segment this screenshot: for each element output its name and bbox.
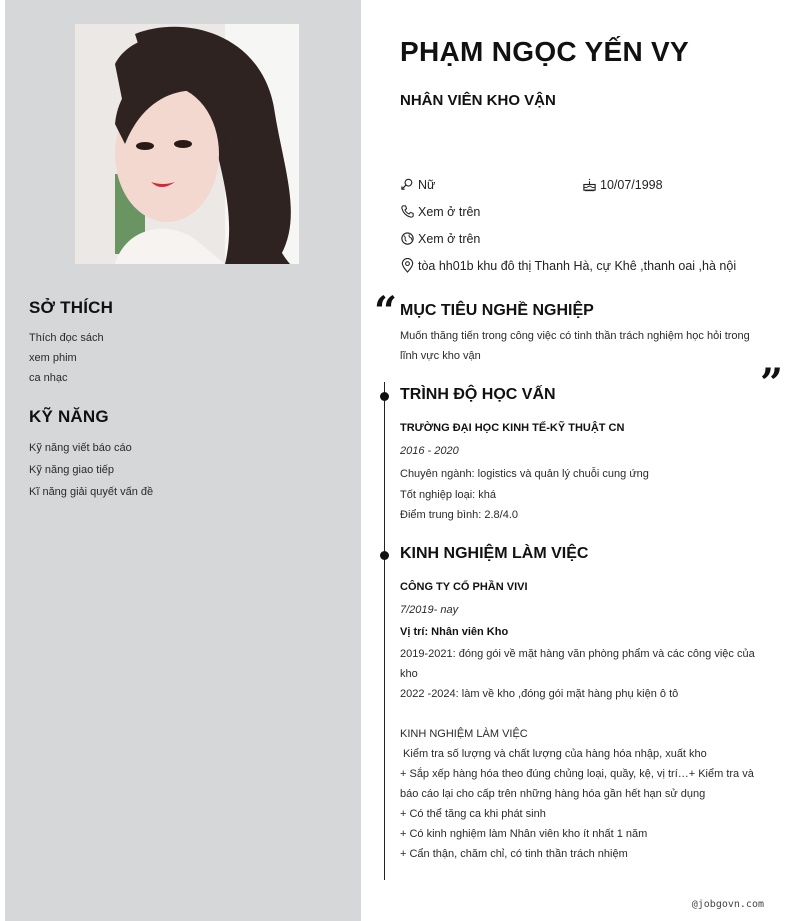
experience-subheading: KINH NGHIỆM LÀM VIỆC <box>400 728 528 740</box>
phone-icon <box>400 204 415 219</box>
hobby-item: ca nhạc <box>29 372 68 384</box>
birthday-value: 10/07/1998 <box>600 177 663 192</box>
website-value: Xem ở trên <box>418 231 481 246</box>
full-name: PHẠM NGỌC YẾN VY <box>400 36 689 67</box>
location-pin-icon <box>400 258 415 273</box>
globe-icon <box>400 231 415 246</box>
experience-period: 7/2019- nay <box>400 604 459 616</box>
duty-item: + Có kinh nghiệm làm Nhân viên kho ít nhất 1 năm <box>400 828 648 840</box>
timeline-dot <box>380 392 389 401</box>
website-info <box>400 231 480 246</box>
experience-line: 2022 -2024: làm về kho ,đóng gói mặt hàng phụ kiện ô tô <box>400 688 679 700</box>
experience-position: Vị trí: Nhân viên Kho <box>400 626 509 638</box>
duty-item: + Sắp xếp hàng hóa theo đúng chủng loại, quầy, kệ, vị trí…+ Kiểm tra và báo cáo lại cho cấp trên những hàng hóa gần hết hạn sử dụng <box>400 768 754 800</box>
birthday-info <box>582 177 663 192</box>
hobbies-title: SỞ THÍCH <box>29 298 114 317</box>
duty-item: + Cẩn thận, chăm chỉ, có tinh thần trách nhiệm <box>400 848 628 860</box>
timeline-dot <box>380 551 389 560</box>
duty-item: + Có thể tăng ca khi phát sinh <box>400 808 546 820</box>
open-quote-icon: “ <box>374 288 398 335</box>
education-title: TRÌNH ĐỘ HỌC VẤN <box>400 386 556 403</box>
portrait-photo-icon <box>75 24 299 264</box>
close-quote-icon: ” <box>760 360 784 407</box>
skills-section <box>29 407 339 503</box>
education-major: Chuyên ngành: logistics và quản lý chuỗi cung ứng <box>400 468 649 480</box>
experience-line: 2019-2021: đóng gói về mặt hàng văn phòng phẩm và các công việc của kho <box>400 648 755 680</box>
sidebar <box>5 0 361 921</box>
watermark: @jobgovn.com <box>691 899 764 910</box>
skills-title: KỸ NĂNG <box>29 407 109 426</box>
hobby-item: xem phim <box>29 352 77 364</box>
timeline-line <box>384 382 385 880</box>
hobby-item: Thích đọc sách <box>29 332 104 344</box>
objective-title: MỤC TIÊU NGHỀ NGHIỆP <box>400 302 594 319</box>
address-info <box>400 258 736 273</box>
company-name: CÔNG TY CỔ PHẦN VIVI <box>400 581 528 593</box>
hobbies-section <box>29 298 339 388</box>
phone-info <box>400 204 480 219</box>
profile-photo <box>75 24 299 264</box>
gender-icon <box>400 177 415 192</box>
education-period: 2016 - 2020 <box>400 445 459 457</box>
address-value: tòa hh01b khu đô thị Thanh Hà, cự Khê ,thanh oai ,hà nội <box>418 258 737 273</box>
gender-info <box>400 177 435 192</box>
education-gpa: Điểm trung bình: 2.8/4.0 <box>400 509 519 521</box>
phone-value: Xem ở trên <box>418 204 481 219</box>
skill-item: Kỹ năng viết báo cáo <box>29 442 132 454</box>
objective-text: Muốn thăng tiến trong công việc có tinh thần trách nghiệm học hỏi trong lĩnh vực kho vận <box>400 330 750 362</box>
job-title: NHÂN VIÊN KHO VẬN <box>400 92 556 109</box>
school-name: TRƯỜNG ĐẠI HỌC KINH TẾ-KỸ THUẬT CN <box>400 422 625 434</box>
experience-title: KINH NGHIỆM LÀM VIỆC <box>400 545 589 562</box>
skill-item: Kĩ năng giải quyết vấn đề <box>29 486 154 498</box>
skill-item: Kỹ năng giao tiếp <box>29 464 115 476</box>
education-grade: Tốt nghiệp loại: khá <box>400 489 497 501</box>
cake-icon <box>582 177 597 192</box>
gender-value: Nữ <box>418 177 436 192</box>
duty-item: Kiểm tra số lượng và chất lượng của hàng hóa nhập, xuất kho <box>400 748 707 760</box>
